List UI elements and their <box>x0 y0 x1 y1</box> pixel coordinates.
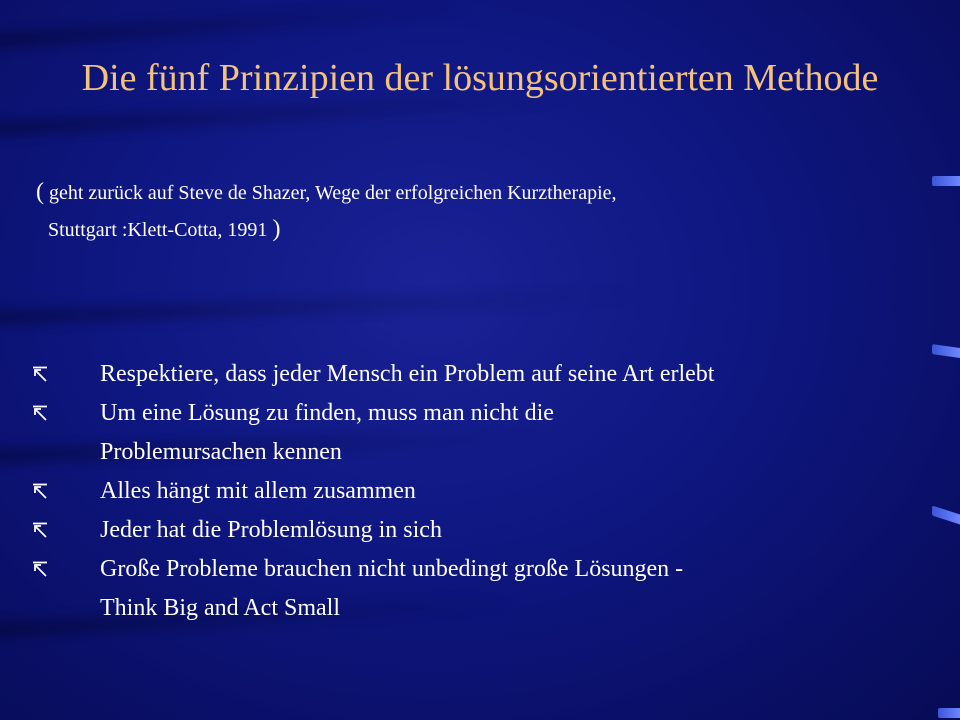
arrow-up-left-icon <box>32 561 48 577</box>
principle-text-line: Große Probleme brauchen nicht unbedingt große Lösungen - <box>100 556 684 582</box>
edge-accent-mark <box>932 176 960 186</box>
arrow-up-left-icon <box>32 522 48 538</box>
principle-item <box>32 394 932 472</box>
principle-item <box>32 511 932 550</box>
arrow-up-left-icon <box>32 366 48 382</box>
slide-title: Die fünf Prinzipien der lösungsorientierten Methode <box>81 57 879 99</box>
reference-line-1 <box>36 174 916 211</box>
reference-text-1: geht zurück auf Steve de Shazer, Wege der erfolgreichen Kurztherapie, <box>49 182 617 204</box>
principle-item <box>32 550 932 628</box>
close-paren: ) <box>272 216 281 242</box>
principle-text-line: Think Big and Act Small <box>100 595 340 621</box>
open-paren: ( <box>36 179 44 205</box>
principle-text-line: Problemursachen kennen <box>100 439 342 465</box>
reference-line-2 <box>36 211 916 248</box>
arrow-up-left-icon <box>32 405 48 421</box>
principle-text-line: Jeder hat die Problemlösung in sich <box>100 517 442 543</box>
reference-text-2: Stuttgart :Klett-Cotta, 1991 <box>48 219 268 241</box>
principle-text-line: Um eine Lösung zu finden, muss man nicht die <box>100 400 554 426</box>
arrow-up-left-icon <box>32 483 48 499</box>
principles-list <box>32 355 932 628</box>
edge-accent-mark <box>938 708 960 718</box>
principle-item <box>32 355 932 394</box>
principle-text-line: Alles hängt mit allem zusammen <box>100 478 416 504</box>
principle-text-line: Respektiere, dass jeder Mensch ein Problem auf seine Art erlebt <box>100 361 715 387</box>
source-reference <box>36 174 916 248</box>
principle-item <box>32 472 932 511</box>
